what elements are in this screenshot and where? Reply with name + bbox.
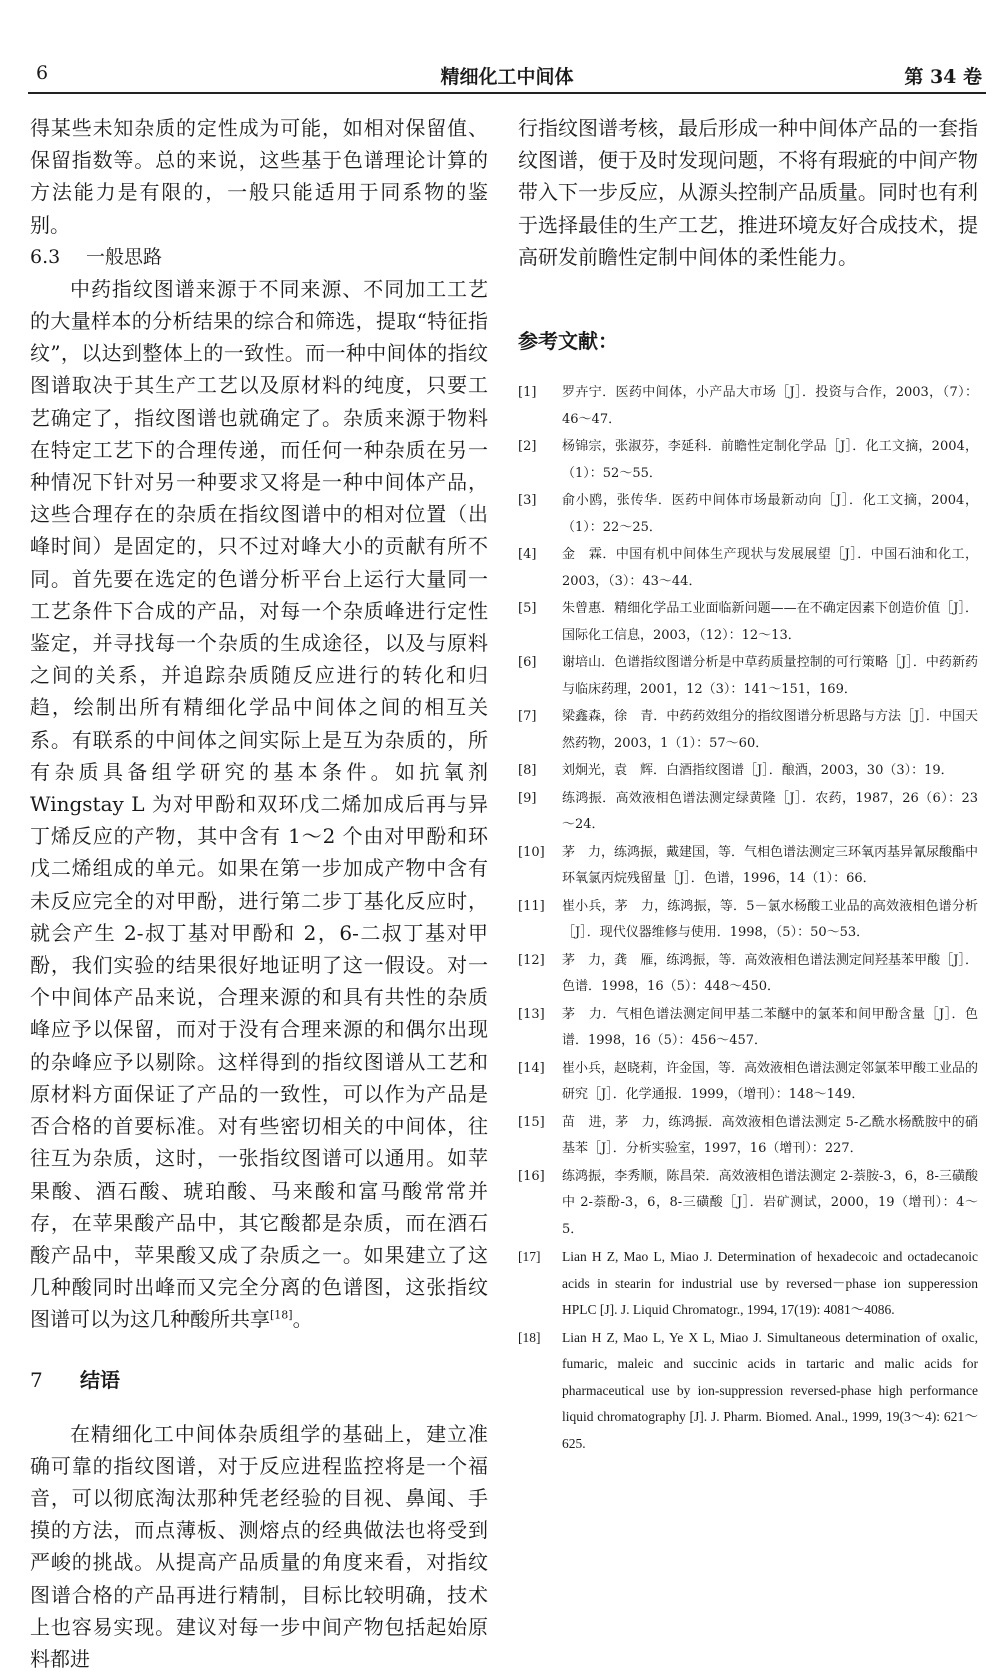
reference-text: 苗 进，茅 力，练鸿振．高效液相色谱法测定 5-乙酰水杨酰胺中的硝基苯［J］．分析实验室，1997，16（增刊）：227．	[562, 1114, 978, 1157]
section-7-title: 结语	[80, 1367, 120, 1392]
section-6-3-number: 6.3	[30, 245, 61, 268]
reference-number: [10]	[518, 844, 545, 860]
reference-item	[518, 1056, 978, 1109]
reference-text: 金 霖．中国有机中间体生产现状与发展展望［J］．中国石油和化工，2003，（3）：43～44．	[562, 547, 978, 589]
volume-label: 第 34 卷	[904, 66, 982, 88]
reference-text: Lian H Z, Mao L, Miao J. Determination of hexadecoic and octadecanoic acids in stearin for industrial use by reversed－phase ion supperession HPLC [J]. J. Liquid Chromatogr., 1994, 17(19): 4081～4086.	[562, 1249, 978, 1318]
section-7-heading	[30, 1364, 488, 1396]
reference-text: 崔小兵，赵晓莉，许金国，等．高效液相色谱法测定邻氯苯甲酸工业品的研究［J］．化学通报．1999，（增刊）：148～149．	[562, 1060, 979, 1103]
header-rule	[28, 92, 986, 94]
reference-item	[518, 434, 978, 487]
left-paragraph-2-text: 中药指纹图谱来源于不同来源、不同加工工艺的大量样本的分析结果的综合和筛选，提取“特征指纹”，以达到整体上的一致性。而一种中间体的指纹图谱取决于其生产工艺以及原材料的纯度，只要工艺确定了，指纹图谱也就确定了。杂质来源于物料在特定工艺下的合理传递，而任何一种杂质在另一种情况下针对另一种要求又将是一种中间体产品，这些合理存在的杂质在指纹图谱中的相对位置（出峰时间）是固定的，只不过对峰大小的贡献有所不同。首先要在选定的色谱分析平台上运行大量同一工艺条件下合成的产品，对每一个杂质峰进行定性鉴定，并寻找每一个杂质的生成途径，以及与原料之间的关系，并追踪杂质随反应进行的转化和归趋，绘制出所有精细化学品中间体之间的相互关系。有联系的中间体之间实际上是互为杂质的，所有杂质具备组学研究的基本条件。如抗氧剂 Wingstay L 为对甲酚和双环戊二烯加成后再与异丁烯反应的产物，其中含有 1～2 个由对甲酚和环戊二烯组成的单元。如果在第一步加成产物中含有未反应完全的对甲酚，进行第二步丁基化反应时，就会产生 2-叔丁基对甲酚和 2，6-二叔丁基对甲酚，我们实验的结果很好地证明了这一假设。对一个中间体产品来说，合理来源的和具有共性的杂质峰应予以保留，而对于没有合理来源的和偶尔出现的杂峰应予以剔除。这样得到的指纹图谱从工艺和原材料方面保证了产品的一致性，可以作为产品是否合格的首要标准。对有些密切相关的中间体，往往互为杂质，这时，一张指纹图谱可以通用。如苹果酸、酒石酸、琥珀酸、马来酸和富马酸常常并存，在苹果酸产品中，其它酸都是杂质，而在酒石酸产品中，苹果酸又成了杂质之一。如果建立了这几种酸同时出峰而又完全分离的色谱图，这张指纹图谱可以为这几种酸所共享	[30, 276, 488, 1332]
reference-text: 崔小兵，茅 力，练鸿振，等．5－氯水杨酸工业品的高效液相色谱分析［J］．现代仪器维修与使用．1998，（5）：50～53．	[562, 898, 978, 941]
reference-text: 练鸿振．高效液相色谱法测定绿黄隆［J］．农药，1987，26（6）：23～24．	[562, 790, 978, 833]
left-column	[30, 112, 488, 1675]
reference-item	[518, 786, 978, 839]
reference-item	[518, 1244, 978, 1324]
reference-item	[518, 542, 978, 595]
references-title: 参考文献：	[518, 329, 618, 354]
left-paragraph-2	[30, 273, 488, 1336]
left-paragraph-2-end: 。	[292, 1307, 313, 1332]
reference-item	[518, 704, 978, 757]
reference-item	[518, 1002, 978, 1055]
reference-item	[518, 1325, 978, 1458]
left-paragraph-1: 得某些未知杂质的定性成为可能，如相对保留值、保留指数等。总的来说，这些基于色谱理论计算的方法能力是有限的，一般只能适用于同系物的鉴别。	[30, 116, 488, 237]
reference-number: [4]	[518, 547, 537, 563]
reference-number: [6]	[518, 655, 537, 671]
reference-item	[518, 758, 978, 785]
left-paragraph-3: 在精细化工中间体杂质组学的基础上，建立准确可靠的指纹图谱，对于反应进程监控将是一个福音，可以彻底淘汰那种凭老经验的目视、鼻闻、手摸的方法，而点薄板、测熔点的经典做法也将受到严峻的挑战。从提高产品质量的角度来看，对指纹图谱合格的产品再进行精制，目标比较明确，技术上也容易实现。建议对每一步中间产物包括起始原料都进	[30, 1421, 488, 1671]
reference-text: 朱曾惠．精细化学品工业面临新问题——在不确定因素下创造价值［J］．国际化工信息，2003，（12）：12～13．	[562, 601, 978, 643]
reference-item	[518, 1110, 978, 1163]
running-header	[28, 58, 986, 90]
reference-number: [18]	[518, 1329, 541, 1345]
reference-item	[518, 650, 978, 703]
reference-item	[518, 380, 978, 433]
reference-number: [3]	[518, 493, 537, 509]
reference-text: 俞小鸥，张传华．医药中间体市场最新动向［J］．化工文摘，2004，（1）：22～25．	[562, 493, 978, 535]
reference-item	[518, 894, 978, 947]
reference-number: [12]	[518, 952, 545, 968]
reference-text: 罗卉宁．医药中间体，小产品大市场［J］．投资与合作，2003，（7）：46～47．	[562, 385, 978, 427]
citation-18: [18]	[270, 1308, 293, 1322]
reference-item	[518, 596, 978, 649]
reference-item	[518, 488, 978, 541]
reference-text: 杨锦宗，张淑芬，李延科．前瞻性定制化学品［J］．化工文摘，2004，（1）：52～55．	[562, 439, 978, 481]
journal-title: 精细化工中间体	[440, 66, 574, 88]
section-7-number: 7	[30, 1367, 43, 1392]
reference-item	[518, 840, 978, 893]
reference-text: 茅 力，龚 雁，练鸿振，等．高效液相色谱法测定间羟基苯甲酸［J］．色谱．1998，16（5）：448～450．	[562, 952, 978, 995]
reference-text: 茅 力，练鸿振，戴建国，等．气相色谱法测定三环氧丙基异氰尿酸酯中环氧氯丙烷残留量［J］．色谱，1996，14（1）：66．	[562, 844, 979, 887]
reference-number: [17]	[518, 1249, 541, 1265]
reference-item	[518, 1164, 978, 1244]
reference-text: 梁鑫森，徐 青．中药药效组分的指纹图谱分析思路与方法［J］．中国天然药物，2003，1（1）：57～60．	[562, 709, 978, 751]
reference-number: [7]	[518, 709, 537, 725]
reference-number: [15]	[518, 1114, 545, 1130]
reference-number: [11]	[518, 898, 545, 914]
reference-item	[518, 948, 978, 1001]
reference-text: Lian H Z, Mao L, Ye X L, Miao J. Simultaneous determination of oxalic, fumaric, maleic and succinic acids in tartaric and malic acids for pharmaceutical use by ion-suppression reversed-phase high performance liquid chromatography [J]. J. Pharm. Biomed. Anal., 1999, 19(3～4): 621～625.	[562, 1329, 978, 1451]
reference-text: 刘炯光，袁 辉．白酒指纹图谱［J］．酿酒，2003，30（3）：19．	[562, 763, 954, 779]
reference-text: 练鸿振，李秀顺，陈昌荣．高效液相色谱法测定 2-萘胺-3，6，8-三磺酸中 2-萘酚-3，6，8-三磺酸［J］．岩矿测试，2000，19（增刊）：4～5．	[562, 1168, 978, 1237]
section-6-3-heading	[30, 241, 488, 273]
reference-number: [1]	[518, 385, 537, 401]
reference-text: 谢培山．色谱指纹图谱分析是中草药质量控制的可行策略［J］．中药新药与临床药理，2001，12（3）：141～151，169．	[562, 655, 978, 697]
reference-number: [13]	[518, 1006, 545, 1022]
reference-text: 茅 力．气相色谱法测定间甲基二苯醚中的氯苯和间甲酚含量［J］．色谱．1998，16（5）：456～457．	[562, 1006, 978, 1049]
page-number: 6	[36, 62, 49, 84]
reference-number: [5]	[518, 601, 537, 617]
reference-number: [14]	[518, 1060, 545, 1076]
reference-number: [2]	[518, 439, 537, 455]
reference-list	[518, 380, 978, 1457]
right-paragraph-1: 行指纹图谱考核，最后形成一种中间体产品的一套指纹图谱，便于及时发现问题，不将有瑕疵的中间产物带入下一步反应，从源头控制产品质量。同时也有利于选择最佳的生产工艺，推进环境友好合成技术，提高研发前瞻性定制中间体的柔性能力。	[518, 116, 978, 269]
right-column	[518, 112, 978, 1458]
section-6-3-title: 一般思路	[86, 245, 163, 268]
reference-number: [16]	[518, 1168, 545, 1184]
reference-number: [9]	[518, 790, 537, 806]
reference-number: [8]	[518, 763, 537, 779]
